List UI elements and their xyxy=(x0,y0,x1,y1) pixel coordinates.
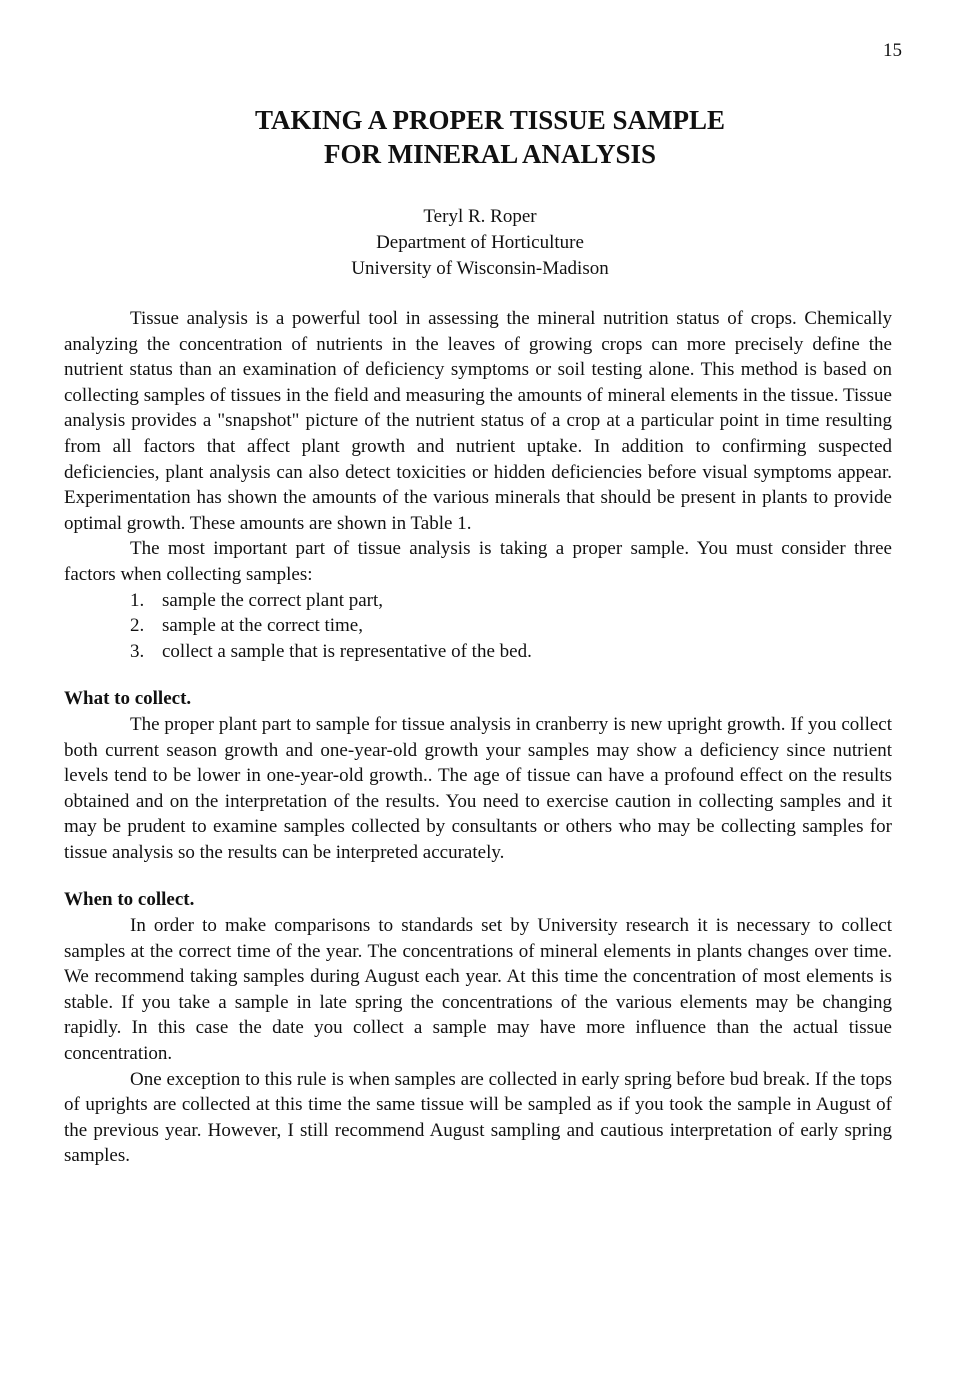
author-department: Department of Horticulture xyxy=(376,232,584,253)
title-line-1: TAKING A PROPER TISSUE SAMPLE xyxy=(254,105,726,135)
list-item xyxy=(130,613,892,639)
author-name: Teryl R. Roper xyxy=(423,206,537,227)
list-item xyxy=(130,639,892,665)
list-item-number: 1. xyxy=(130,589,145,611)
page-number: 15 xyxy=(883,40,902,61)
document-title xyxy=(120,103,860,171)
byline xyxy=(180,204,780,282)
section-heading-when-to-collect: When to collect. xyxy=(64,889,195,911)
when-to-collect-paragraph-1: In order to make comparisons to standards set by University research it is necessary to collect samples at the correct time of the year. The concentrations of mineral elements in plants changes over time. We recommend taking samples during August each year. At this time the concentration of most elements is stable. If you take a sample in late spring the concentrations of the various elements may be changing rapidly. In this case the date you collect a sample may have more influence than the actual tissue concentration. xyxy=(64,915,892,1065)
intro-paragraph-2: The most important part of tissue analysis is taking a proper sample. You must consider three factors when collecting samples: xyxy=(64,538,892,585)
list-item-text: sample at the correct time, xyxy=(162,615,363,637)
list-item xyxy=(130,588,892,614)
document-body xyxy=(64,306,892,1169)
list-item-number: 3. xyxy=(130,640,145,662)
what-to-collect-paragraph: The proper plant part to sample for tissue analysis in cranberry is new upright growth. If you collect both current season growth and one-year-old growth your samples may show a deficiency since nutrient levels tend to be lower in one-year-old growth.. The age of tissue can have a profound effect on the results obtained and on the interpretation of the results. You need to exercise caution in collecting samples and it may be prudent to examine samples collected by consultants or others who may be collecting samples for tissue analysis so the results can be interpreted accurately. xyxy=(64,713,892,863)
list-item-text: sample the correct plant part, xyxy=(162,589,384,611)
section-heading-what-to-collect: What to collect. xyxy=(64,688,192,710)
intro-paragraph-1: Tissue analysis is a powerful tool in assessing the mineral nutrition status of crops. Chemically analyzing the concentration of nutrients in the leaves of growing crops can more precisely define the nutrient status than an examination of deficiency symptoms or soil testing alone. This method is based on collecting samples of tissues in the field and measuring the amounts of mineral elements in the tissue. Tissue analysis provides a "snapshot" picture of the nutrient status of a crop at a particular point in time resulting from all factors that affect plant growth and nutrient uptake. In addition to confirming suspected deficiencies, plant analysis can also detect toxicities or hidden deficiencies before visual symptoms appear. Experimentation has shown the amounts of the various minerals that should be present in plants to provide optimal growth. These amounts are shown in Table 1. xyxy=(64,308,892,534)
title-line-2: FOR MINERAL ANALYSIS xyxy=(323,139,657,169)
list-item-number: 2. xyxy=(130,615,145,637)
list-item-text: collect a sample that is representative of the bed. xyxy=(162,640,532,662)
when-to-collect-paragraph-2: One exception to this rule is when samples are collected in early spring before bud break. If the tops of uprights are collected at this time the same tissue will be sampled as if you took the sample in August of the previous year. However, I still recommend August sampling and cautious interpretation of early spring samples. xyxy=(64,1068,892,1167)
sampling-factors-list xyxy=(64,588,892,665)
author-university: University of Wisconsin-Madison xyxy=(351,258,609,279)
